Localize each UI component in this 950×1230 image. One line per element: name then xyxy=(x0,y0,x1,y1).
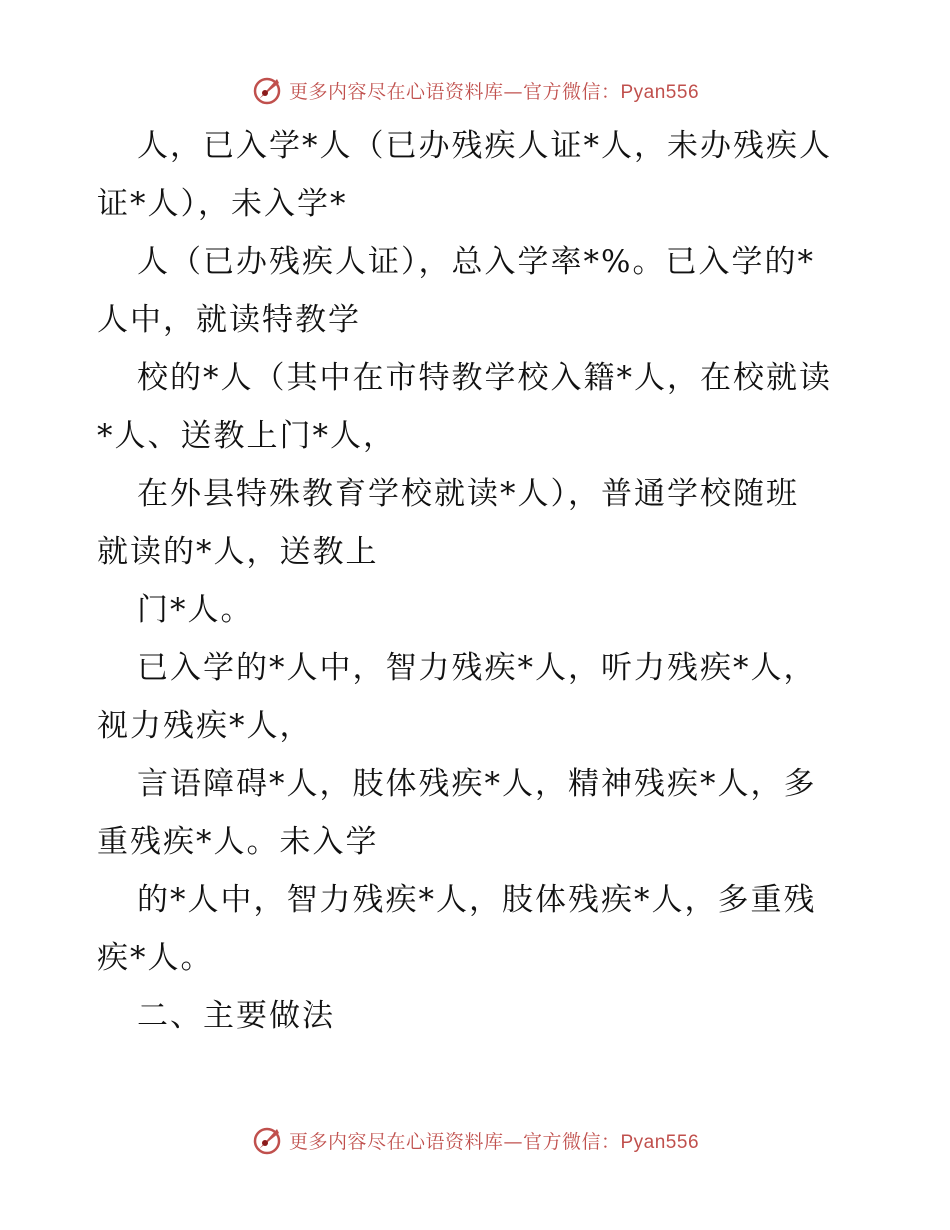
quill-logo-icon xyxy=(251,73,285,107)
footer-wechat-handle: Pyan556 xyxy=(620,1131,700,1153)
footer-site-name: 更多内容尽在心语资料库 xyxy=(288,1130,504,1153)
text-line: 就读的*人，送教上 xyxy=(97,534,379,570)
text-line: 证*人），未入学* xyxy=(97,186,348,222)
text-line: 门*人。 xyxy=(137,592,254,628)
quill-logo-icon xyxy=(251,1123,285,1157)
footer-wechat-label: 官方微信： xyxy=(522,1130,621,1153)
text-line: 在外县特殊教育学校就读*人），普通学校随班 xyxy=(137,476,799,512)
text-line: 人，已入学*人（已办残疾人证*人，未办残疾人 xyxy=(137,128,832,164)
header-wechat-handle: Pyan556 xyxy=(620,81,700,103)
header-site-name: 更多内容尽在心语资料库 xyxy=(288,80,504,103)
text-line: 的*人中，智力残疾*人，肢体残疾*人，多重残 xyxy=(137,882,817,918)
text-line: 校的*人（其中在市特教学校入籍*人，在校就读 xyxy=(137,360,832,396)
text-line: 疾*人。 xyxy=(97,940,214,976)
footer-banner xyxy=(0,1120,950,1160)
section-heading: 二、主要做法 xyxy=(137,998,335,1034)
text-line: 视力残疾*人， xyxy=(97,708,313,744)
text-line: 人（已办残疾人证），总入学率*%。已入学的* xyxy=(137,244,815,280)
footer-banner-text xyxy=(289,1127,699,1154)
text-line: 重残疾*人。未入学 xyxy=(97,824,379,860)
document-body xyxy=(97,117,857,1045)
text-line: 已入学的*人中，智力残疾*人，听力残疾*人， xyxy=(137,650,817,686)
footer-dash: — xyxy=(503,1130,523,1153)
text-line: 言语障碍*人，肢体残疾*人，精神残疾*人，多 xyxy=(137,766,817,802)
text-line: *人、送教上门*人， xyxy=(97,418,396,454)
text-line: 人中，就读特教学 xyxy=(97,302,361,338)
header-wechat-label: 官方微信： xyxy=(522,80,621,103)
header-banner-text xyxy=(289,77,699,104)
header-dash: — xyxy=(503,80,523,103)
header-banner xyxy=(0,70,950,110)
